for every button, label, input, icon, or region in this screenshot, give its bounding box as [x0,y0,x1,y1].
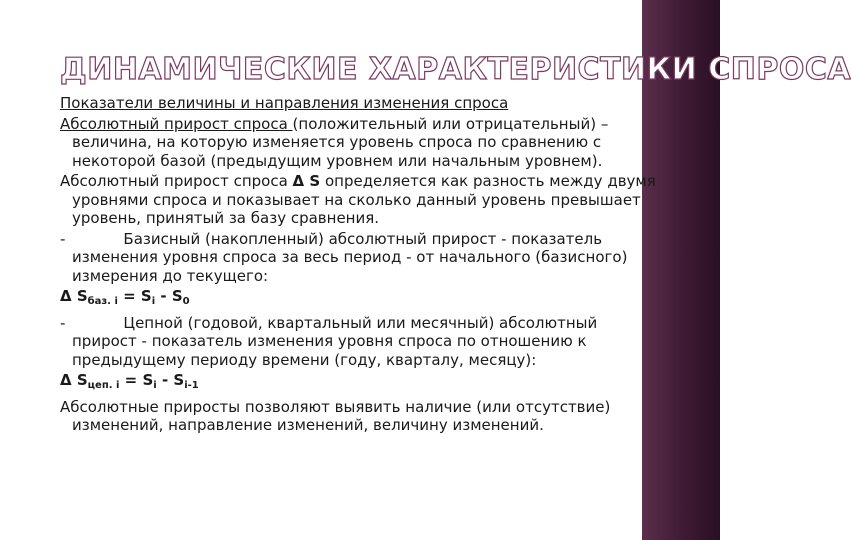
formula-chain-minus: - S [156,371,185,389]
formula-chain-s2-sub: i-1 [184,380,199,391]
formula-chain-lhs: Δ S [60,371,88,389]
difference-text: определяется как разность между двумя уровнями спроса и показывает на сколько данный уровень превышает уровень, принятый за базу сравнения. [72,172,656,227]
delta-s-symbol: Δ S [292,172,321,190]
term-chain: Цепной [123,313,183,332]
paragraph-basis-growth [60,230,660,286]
formula-basis [60,287,660,312]
formula-chain-eq: = S [119,371,154,389]
formula-basis-s1-sub: i [151,296,156,307]
paragraph-absolute-growth-difference [60,172,660,228]
basis-text: (накопленный) абсолютный прирост - показатель изменения уровня спроса за весь период - от начального (базисного) измерения до текущего: [72,229,628,285]
slide-title: ДИНАМИЧЕСКИЕ ХАРАКТЕРИСТИКИ СПРОСА [60,52,851,87]
list-dash: - [60,229,66,248]
formula-basis-lhs: Δ S [60,287,88,305]
chain-text: (годовой, квартальный или месячный) абсолютный прирост - показатель изменения уровня спроса по отношению к предыдущему периоду времени (году, кварталу, месяцу): [72,313,598,369]
term-absolute-growth-2: Абсолютный прирост спроса [60,172,293,190]
paragraph-absolute-growth-definition [60,115,660,171]
formula-chain [60,371,660,396]
list-dash-2: - [60,313,66,332]
formula-basis-s2-sub: 0 [182,296,190,307]
formula-chain-s1-sub: i [153,380,157,391]
formula-chain-lhs-sub: цеп. i [87,380,120,391]
formula-basis-lhs-sub: баз. i [87,296,118,307]
heading-text: Показатели величины и направления изменения спроса [60,94,509,112]
paragraph-chain-growth [60,314,660,370]
heading-line [60,94,660,113]
slide-body [60,94,660,437]
paragraph-conclusion: Абсолютные приросты позволяют выявить наличие (или отсутствие) изменений, направление изменений, величину изменений. [60,397,611,434]
definition-text: (положительный или отрицательный) – величина, на которую изменяется уровень спроса по сравнению с некоторой базой (предыдущим уровнем или начальным уровнем). [72,114,609,170]
formula-basis-eq: = S [117,287,152,305]
term-basis: Базисный [123,229,201,248]
term-absolute-growth: Абсолютный прирост спроса [60,114,293,133]
formula-basis-minus: - S [155,287,183,305]
